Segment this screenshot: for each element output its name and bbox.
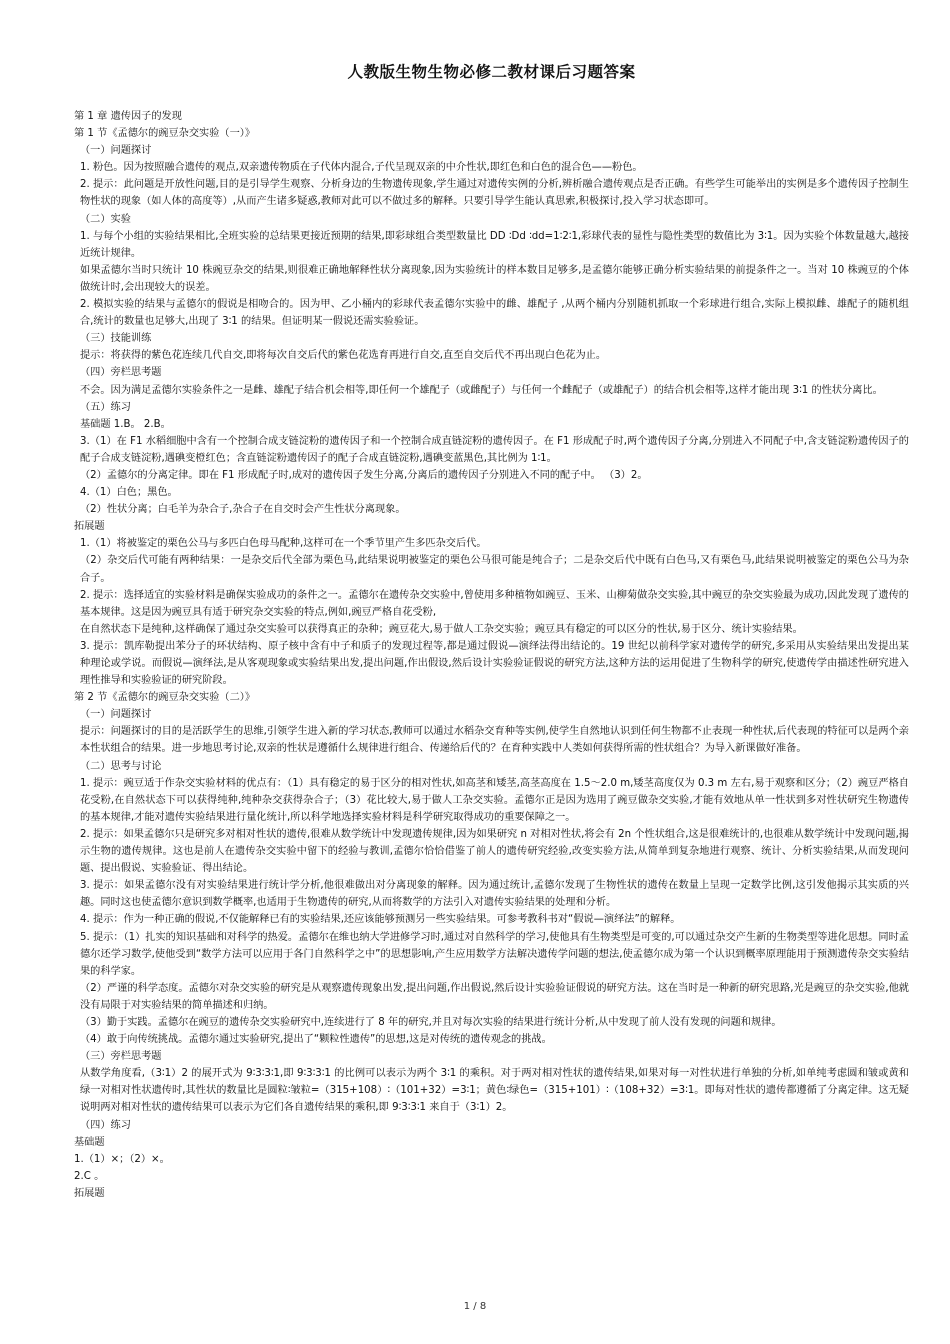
paragraph: 2. 模拟实验的结果与孟德尔的假说是相吻合的。因为甲、乙小桶内的彩球代表孟德尔实验中的雌、雄配子 ,从两个桶内分别随机抓取一个彩球进行组合,实际上模拟雌、雄配子的随机组合,统计的数量也足够大,出现了 3∶1 的结果。但证明某一假说还需实验验证。 <box>80 299 909 328</box>
paragraph: 2. 提示：此问题是开放性问题,目的是引导学生观察、分析身边的生物遗传现象,学生通过对遗传实例的分析,辨析融合遗传观点是否正确。有些学生可能举出的实例是多个遗传因子控制生物性状的现象（如人体的高度等）,从而产生诸多疑惑,教师对此可以不做过多的解释。只要引导学生能认真思索,积极探讨,投入学习状态即可。 <box>80 179 909 208</box>
paragraph: （2）杂交后代可能有两种结果：一是杂交后代全部为栗色马,此结果说明被鉴定的栗色公马很可能是纯合子；二是杂交后代中既有白色马,又有栗色马,此结果说明被鉴定的栗色公马为杂合子。 <box>80 555 909 584</box>
paragraph: （3）勤于实践。孟德尔在豌豆的遗传杂交实验研究中,连续进行了 8 年的研究,并且对每次实验的结果进行统计分析,从中发现了前人没有发现的问题和规律。 <box>80 1016 782 1028</box>
document-title: 人教版生物生物必修二教材课后习题答案 <box>347 63 636 81</box>
paragraph: 拓展题 <box>74 1187 105 1199</box>
document-page <box>74 60 909 1202</box>
paragraph: 1.（1）×；（2）×。 <box>74 1153 170 1165</box>
paragraph: （一）问题探讨 <box>80 145 152 157</box>
paragraph: 在自然状态下是纯种,这样确保了通过杂交实验可以获得真正的杂种；豌豆花大,易于做人工杂交实验；豌豆具有稳定的可以区分的性状,易于区分、统计实验结果。 <box>80 623 803 635</box>
paragraph: 第 1 章 遗传因子的发现 <box>74 111 182 122</box>
paragraph: 3.（1）在 F1 水稻细胞中含有一个控制合成支链淀粉的遗传因子和一个控制合成直链淀粉的遗传因子。在 F1 形成配子时,两个遗传因子分离,分别进入不同配子中,含支链淀粉遗传因子的配子合成支链淀粉,遇碘变橙红色；含直链淀粉遗传因子的配子合成直链淀粉,遇碘变蓝黑色,其比例为 1∶1。 <box>80 435 909 464</box>
paragraph: 1. 提示：豌豆适于作杂交实验材料的优点有：（1）具有稳定的易于区分的相对性状,如高茎和矮茎,高茎高度在 1.5～2.0 m,矮茎高度仅为 0.3 m 左右,易于观察和区分；（2）豌豆严格自花受粉,在自然状态下可以获得纯种,纯种杂交获得杂合子；（3）花比较大,易于做人工杂交实验。孟德尔正是因为选用了豌豆做杂交实验,才能有效地从单一性状到多对性状研究生物遗传的基本规律,才能对遗传实验结果进行量化统计,所以科学地选择实验材料是科学研究取得成功的重要保障之一。 <box>80 777 909 823</box>
paragraph: 1. 与每个小组的实验结果相比,全班实验的总结果更接近预期的结果,即彩球组合类型数量比 DD ∶Dd ∶dd=1∶2∶1,彩球代表的显性与隐性类型的数值比为 3∶1。因为实验个体数量越大,越接近统计规律。 <box>80 230 909 259</box>
paragraph: （五）练习 <box>80 401 131 413</box>
document-body <box>74 108 909 1202</box>
paragraph: （2）严谨的科学态度。孟德尔对杂交实验的研究是从观察遗传现象出发,提出问题,作出假说,然后设计实验验证假说的研究方法。这在当时是一种新的研究思路,光是豌豆的杂交实验,他就没有局限于对实验结果的简单描述和归纳。 <box>80 982 909 1011</box>
paragraph: 3. 提示：如果孟德尔没有对实验结果进行统计学分析,他很难做出对分离现象的解释。因为通过统计,孟德尔发现了生物性状的遗传在数量上呈现一定数学比例,这引发他揭示其实质的兴趣。同时这也使孟德尔意识到数学概率,也适用于生物遗传的研究,从而将数学的方法引入对遗传实验结果的处理和分析。 <box>80 880 909 909</box>
page-number: 1 / 8 <box>463 1301 487 1312</box>
paragraph: 2. 提示：如果孟德尔只是研究多对相对性状的遗传,很难从数学统计中发现遗传规律,因为如果研究 n 对相对性状,将会有 2n 个性状组合,这是很难统计的,也很难从数学统计中发现问题,揭示生物的遗传规律。这也是前人在遗传杂交实验中留下的经验与教训,孟德尔恰恰借鉴了前人的遗传研究经验,改变实验方法,从简单到复杂地进行观察、统计、分析实验结果,从而发现问题、提出假说、实验验证、得出结论。 <box>80 828 909 875</box>
paragraph: 第 1 节《孟德尔的豌豆杂交实验（一）》 <box>74 128 256 140</box>
paragraph: （三）旁栏思考题 <box>80 1051 162 1063</box>
paragraph: 2. 提示：选择适宜的实验材料是确保实验成功的条件之一。孟德尔在遗传杂交实验中,曾使用多种植物如豌豆、玉米、山柳菊做杂交实验,其中豌豆的杂交实验最为成功,因此发现了遗传的基本规律。这是因为豌豆具有适于研究杂交实验的特点,例如,豌豆严格自花受粉, <box>80 589 909 618</box>
paragraph: 从数学角度看,（3∶1）2 的展开式为 9∶3∶3∶1,即 9∶3∶3∶1 的比例可以表示为两个 3∶1 的乘积。对于两对相对性状的遗传结果,如果对每一对性状进行单独的分析,如单纯考虑圆和皱或黄和绿一对相对性状遗传时,其性状的数量比是圆粒∶皱粒=（315+108）∶（101+32）=3∶1；黄色∶绿色=（315+101）∶（108+32）=3∶1。即每对性状的遗传都遵循了分离定律。这无疑说明两对相对性状的遗传结果可以表示为它们各自遗传结果的乘积,即 9∶3∶3∶1 来自于（3∶1）2。 <box>80 1068 909 1114</box>
paragraph: 提示：将获得的紫色花连续几代自交,即将每次自交后代的紫色花选育再进行自交,直至自交后代不再出现白色花为止。 <box>80 350 607 362</box>
paragraph: （四）旁栏思考题 <box>80 367 162 379</box>
paragraph: 不会。因为满足孟德尔实验条件之一是雌、雄配子结合机会相等,即任何一个雄配子（或雌配子）与任何一个雌配子（或雄配子）的结合机会相等,这样才能出现 3∶1 的性状分离比。 <box>80 384 883 396</box>
paragraph: 4. 提示：作为一种正确的假说,不仅能解释已有的实验结果,还应该能够预测另一些实验结果。可参考教科书对“假说—演绎法”的解释。 <box>80 914 681 926</box>
paragraph: （4）敢于向传统挑战。孟德尔通过实验研究,提出了“颗粒性遗传”的思想,这是对传统的遗传观念的挑战。 <box>80 1034 552 1046</box>
paragraph: 1.（1）将被鉴定的栗色公马与多匹白色母马配种,这样可在一个季节里产生多匹杂交后代。 <box>80 538 487 550</box>
paragraph: 拓展题 <box>74 521 105 533</box>
paragraph: 5. 提示：（1）扎实的知识基础和对科学的热爱。孟德尔在维也纳大学进修学习时,通过对自然科学的学习,使他具有生物类型是可变的,可以通过杂交产生新的生物类型等进化思想。同时孟德尔还学习数学,使他受到“数学方法可以应用于各门自然科学之中”的思想影响,产生应用数学方法解决遗传学问题的想法,使孟德尔成为第一个认识到概率原理能用于预测遗传杂交实验结果的科学家。 <box>80 931 909 977</box>
paragraph: 第 2 节《孟德尔的豌豆杂交实验（二）》 <box>74 692 256 704</box>
paragraph: 提示：问题探讨的目的是活跃学生的思维,引领学生进入新的学习状态,教师可以通过水稻杂交育种等实例,使学生自然地认识到任何生物都不止表现一种性状,后代表现的特征可以是两个亲本性状组合的结果。进一步地思考讨论,双亲的性状是遵循什么规律进行组合、传递给后代的？在育种实践中人类如何获得所需的性状组合？为导入新课做好准备。 <box>80 726 909 755</box>
paragraph: 基础题 1.B。 2.B。 <box>80 418 171 430</box>
paragraph: （三）技能训练 <box>80 333 152 345</box>
paragraph: 2.C 。 <box>74 1170 105 1182</box>
paragraph: 如果孟德尔当时只统计 10 株豌豆杂交的结果,则很难正确地解释性状分离现象,因为实验统计的样本数目足够多,是孟德尔能够正确分析实验结果的前提条件之一。当对 10 株豌豆的个体做统计时,会出现较大的误差。 <box>80 264 909 293</box>
paragraph: 4.（1）白色；黑色。 <box>80 487 178 499</box>
paragraph: （一）问题探讨 <box>80 709 152 721</box>
paragraph: 基础题 <box>74 1136 105 1148</box>
paragraph: （2）孟德尔的分离定律。即在 F1 形成配子时,成对的遗传因子发生分离,分离后的遗传因子分别进入不同的配子中。 （3）2。 <box>80 469 648 481</box>
paragraph: （四）练习 <box>80 1119 131 1131</box>
paragraph: （2）性状分离；白毛羊为杂合子,杂合子在自交时会产生性状分离现象。 <box>80 504 406 516</box>
paragraph: 3. 提示：凯库勒提出苯分子的环状结构、原子核中含有中子和质子的发现过程等,都是通过假说—演绎法得出结论的。19 世纪以前科学家对遗传学的研究,多采用从实验结果出发提出某种理论或学说。而假说—演绎法,是从客观现象或实验结果出发,提出问题,作出假设,然后设计实验验证假说的研究方法,这种方法的运用促进了生物科学的研究,使遗传学由描述性研究进入理性推导和实验验证的研究阶段。 <box>80 640 909 687</box>
paragraph: （二）实验 <box>80 213 131 225</box>
paragraph: （二）思考与讨论 <box>80 760 162 772</box>
paragraph: 1. 粉色。因为按照融合遗传的观点,双亲遗传物质在子代体内混合,子代呈现双亲的中介性状,即红色和白色的混合色——粉色。 <box>80 162 643 174</box>
